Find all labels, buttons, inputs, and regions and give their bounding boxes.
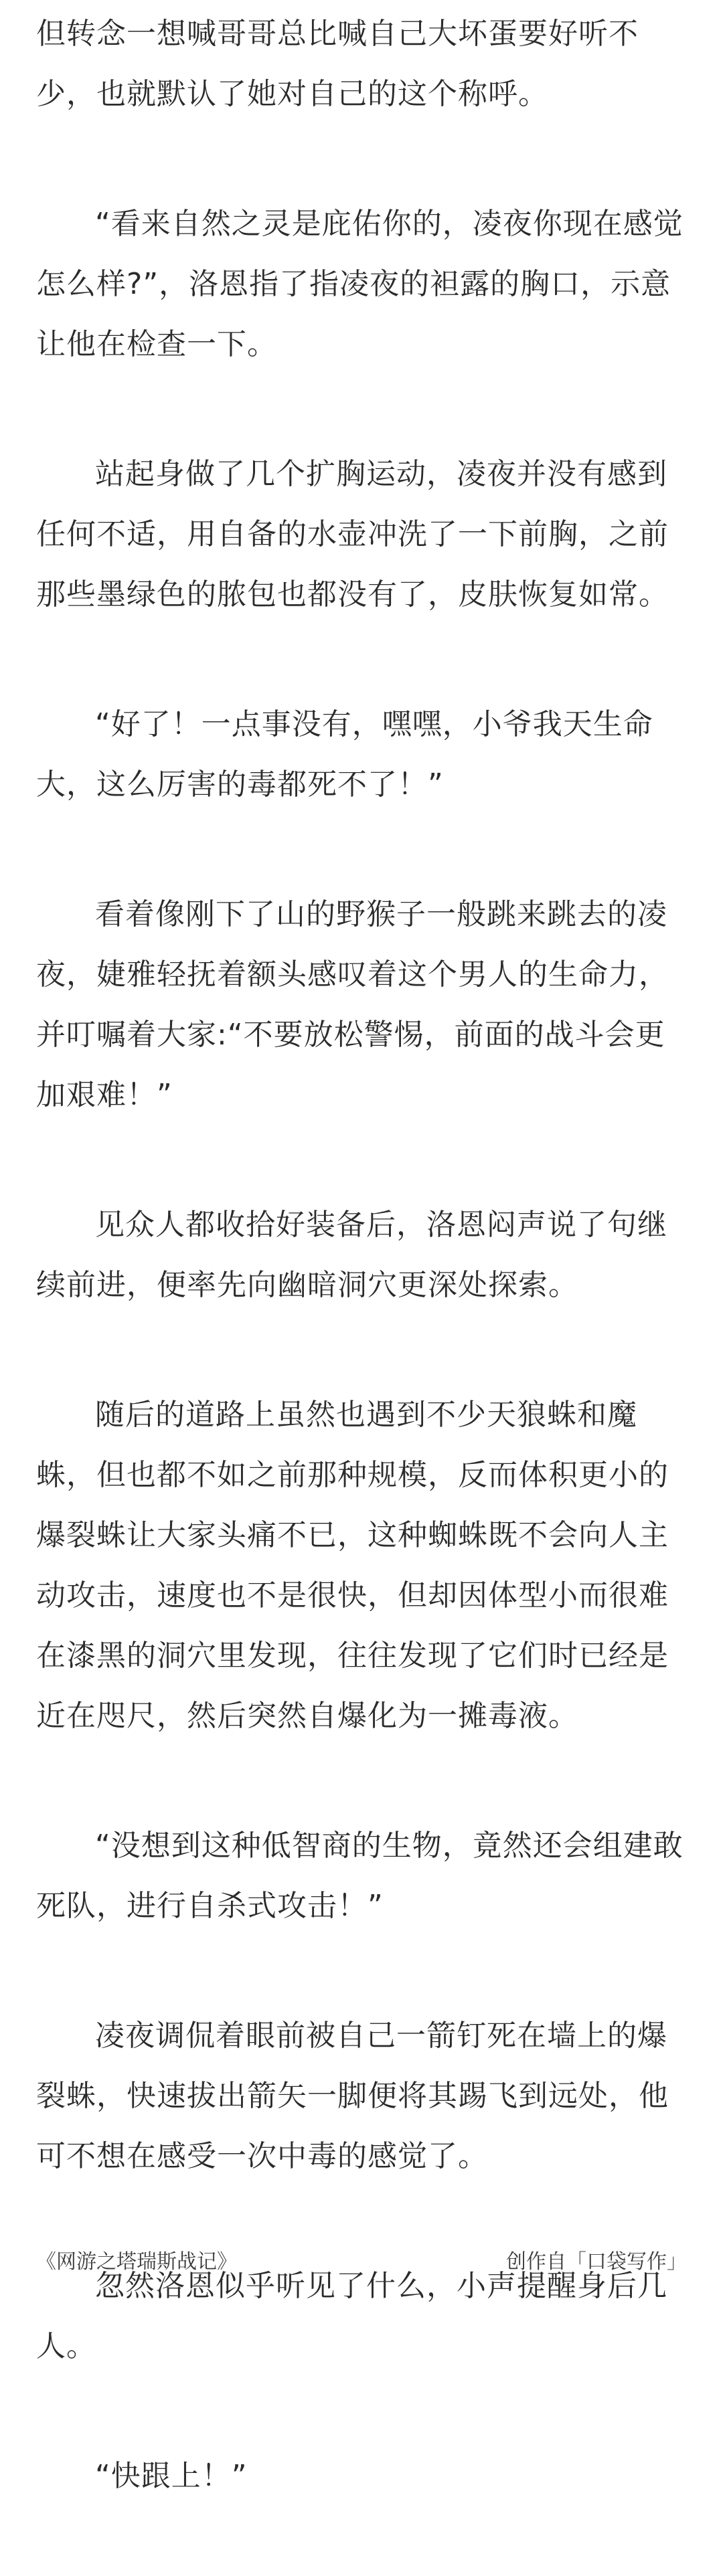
source-credit: 创作自「口袋写作」	[506, 2250, 687, 2274]
article-body	[36, 4, 692, 2576]
paragraph-1: 但转念一想喊哥哥总比喊自己大坏蛋要好听不少，也就默认了她对自己的这个称呼。	[36, 17, 639, 111]
paragraph-7: 随后的道路上虽然也遇到不少天狼蛛和魔蛛，但也都不如之前那种规模，反而体积更小的爆裂蛛让大家头痛不已，这种蜘蛛既不会向人主动攻击，速度也不是很快，但却因体型小而很难在漆黑的洞穴里发现，往往发现了它们时已经是近在咫尺，然后突然自爆化为一摊毒液。	[36, 1398, 669, 1733]
paragraph-10: 忽然洛恩似乎听见了什么，小声提醒身后几人。	[36, 2269, 667, 2363]
paragraph-3: 站起身做了几个扩胸运动，凌夜并没有感到任何不适，用自备的水壶冲洗了一下前胸，之前那些墨绿色的脓包也都没有了，皮肤恢复如常。	[36, 457, 669, 612]
paragraph-11: “快跟上！”	[95, 2459, 248, 2493]
paragraph-4: “好了！一点事没有，嘿嘿，小爷我天生命大，这么厉害的毒都死不了！”	[36, 707, 653, 802]
paragraph-8: “没想到这种低智商的生物，竟然还会组建敢死队，进行自杀式攻击！”	[36, 1829, 684, 1923]
page-footer	[36, 2243, 687, 2276]
paragraph-5: 看着像刚下了山的野猴子一般跳来跳去的凌夜，婕雅轻抚着额头感叹着这个男人的生命力，并叮嘱着大家:“不要放松警惕，前面的战斗会更加艰难！”	[36, 897, 669, 1112]
book-title: 《网游之塔瑞斯战记》	[36, 2250, 237, 2274]
paragraph-6: 见众人都收拾好装备后，洛恩闷声说了句继续前进，便率先向幽暗洞穴更深处探索。	[36, 1208, 667, 1302]
paragraph-2: “看来自然之灵是庇佑你的，凌夜你现在感觉怎么样?”，洛恩指了指凌夜的袒露的胸口，示意让他在检查一下。	[36, 207, 684, 361]
paragraph-9: 凌夜调侃着眼前被自己一箭钉死在墙上的爆裂蛛，快速拔出箭矢一脚便将其踢飞到远处，他可不想在感受一次中毒的感觉了。	[36, 2019, 669, 2173]
